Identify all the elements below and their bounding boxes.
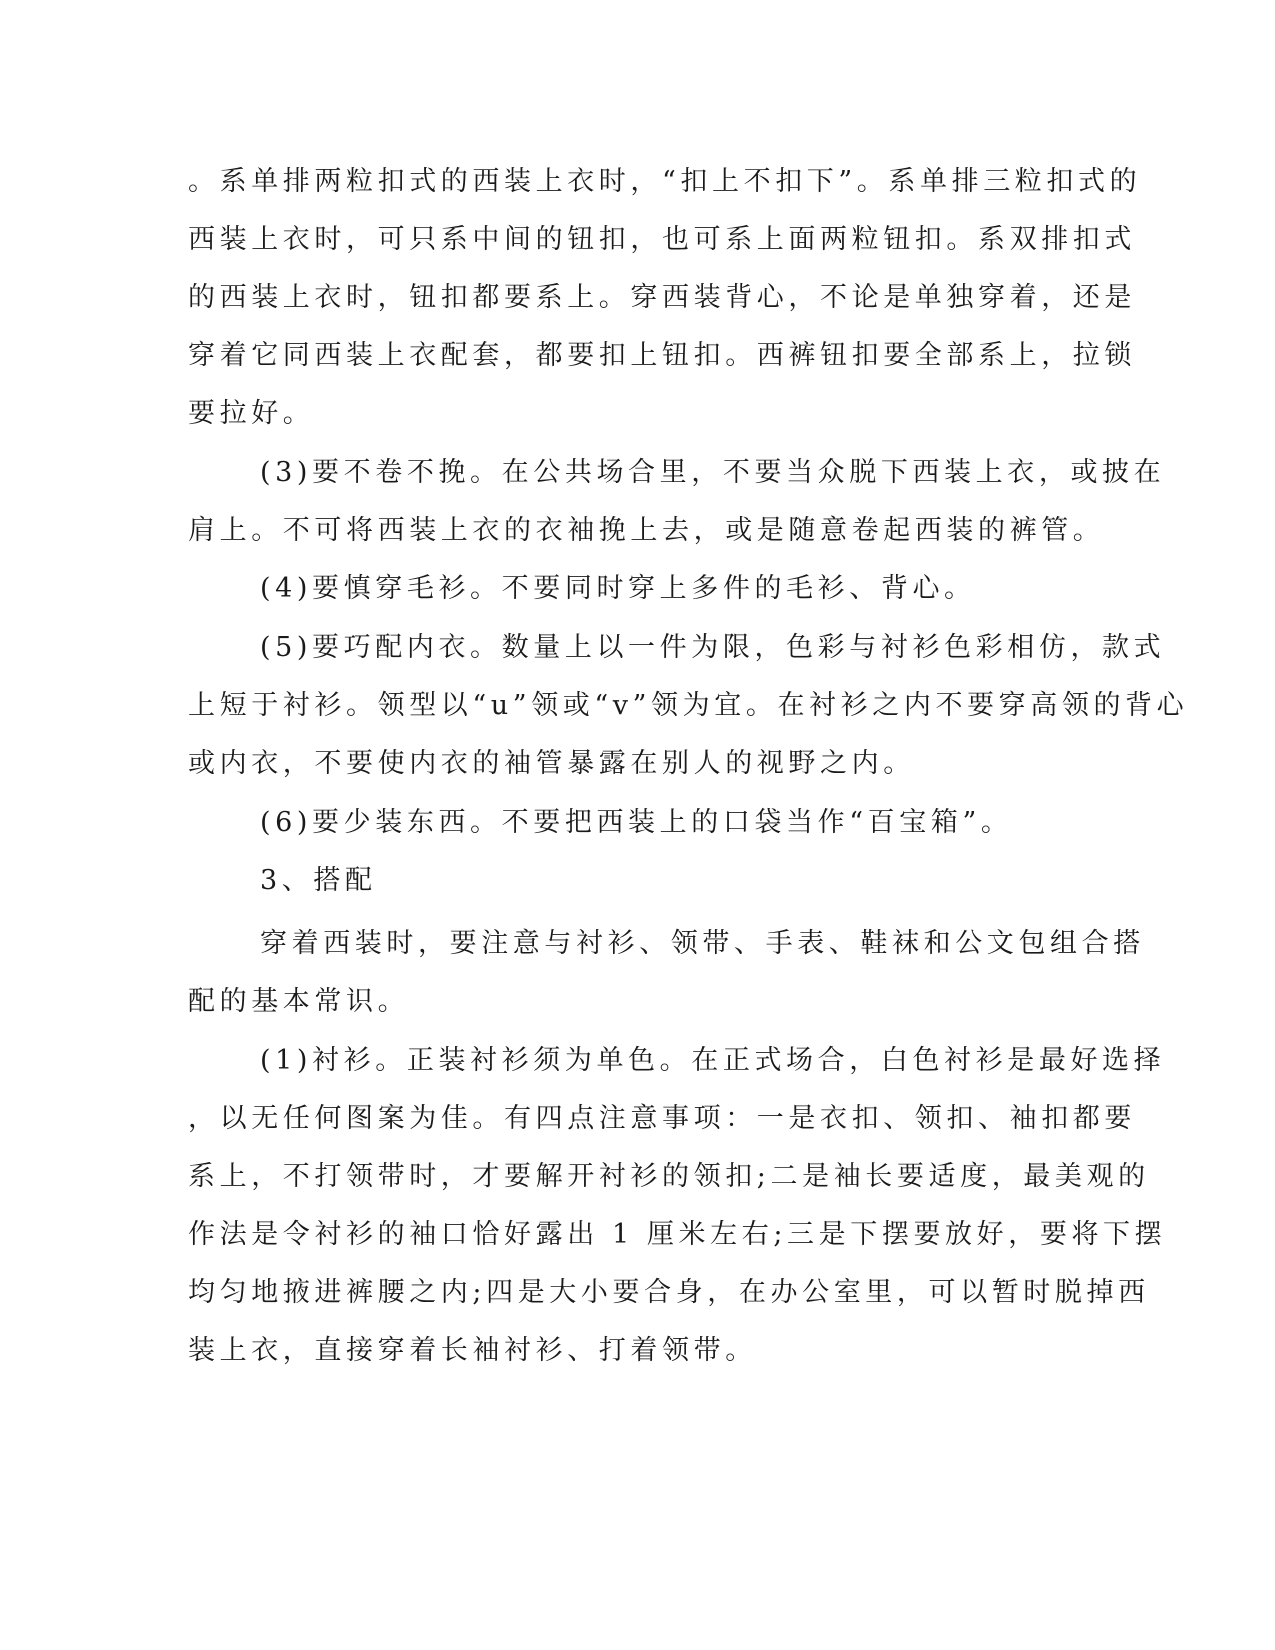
text-line: 肩上。不可将西装上衣的衣袖挽上去，或是随意卷起西装的裤管。 xyxy=(188,515,1105,546)
section-heading: 3、搭配 xyxy=(260,865,377,896)
text-line: 均匀地掖进裤腰之内;四是大小要合身，在办公室里，可以暂时脱掉西 xyxy=(188,1277,1150,1308)
text-line: ，以无任何图案为佳。有四点注意事项：一是衣扣、领扣、袖扣都要 xyxy=(188,1103,1136,1134)
text-line: 配的基本常识。 xyxy=(188,986,410,1017)
text-line: 穿着它同西装上衣配套，都要扣上钮扣。西裤钮扣要全部系上，拉锁 xyxy=(188,340,1136,371)
text-line: 作法是令衬衫的袖口恰好露出 1 厘米左右;三是下摆要放好，要将下摆 xyxy=(188,1219,1167,1250)
text-line: 上短于衬衫。领型以“u”领或“v”领为宜。在衬衫之内不要穿高领的背心 xyxy=(188,690,1189,721)
paragraph-first-line: (1)衬衫。正装衬衫须为单色。在正式场合，白色衬衫是最好选择 xyxy=(260,1045,1166,1076)
paragraph-first-line: (4)要慎穿毛衫。不要同时穿上多件的毛衫、背心。 xyxy=(260,573,976,604)
text-line: 的西装上衣时，钮扣都要系上。穿西装背心，不论是单独穿着，还是 xyxy=(188,282,1136,313)
text-line: 或内衣，不要使内衣的袖管暴露在别人的视野之内。 xyxy=(188,748,915,779)
paragraph-first-line: (6)要少装东西。不要把西装上的口袋当作“百宝箱”。 xyxy=(260,807,1013,838)
text-line: 西装上衣时，可只系中间的钮扣，也可系上面两粒钮扣。系双排扣式 xyxy=(188,224,1136,255)
paragraph-first-line: (3)要不卷不挽。在公共场合里，不要当众脱下西装上衣，或披在 xyxy=(260,457,1166,488)
paragraph-first-line: 穿着西装时，要注意与衬衫、领带、手表、鞋袜和公文包组合搭 xyxy=(260,928,1145,959)
text-line: 系上，不打领带时，才要解开衬衫的领扣;二是袖长要适度，最美观的 xyxy=(188,1161,1150,1192)
paragraph-first-line: (5)要巧配内衣。数量上以一件为限，色彩与衬衫色彩相仿，款式 xyxy=(260,632,1166,663)
text-line: 要拉好。 xyxy=(188,398,315,429)
text-line: 装上衣，直接穿着长袖衬衫、打着领带。 xyxy=(188,1335,757,1366)
text-line: 。系单排两粒扣式的西装上衣时，“扣上不扣下”。系单排三粒扣式的 xyxy=(188,166,1142,197)
